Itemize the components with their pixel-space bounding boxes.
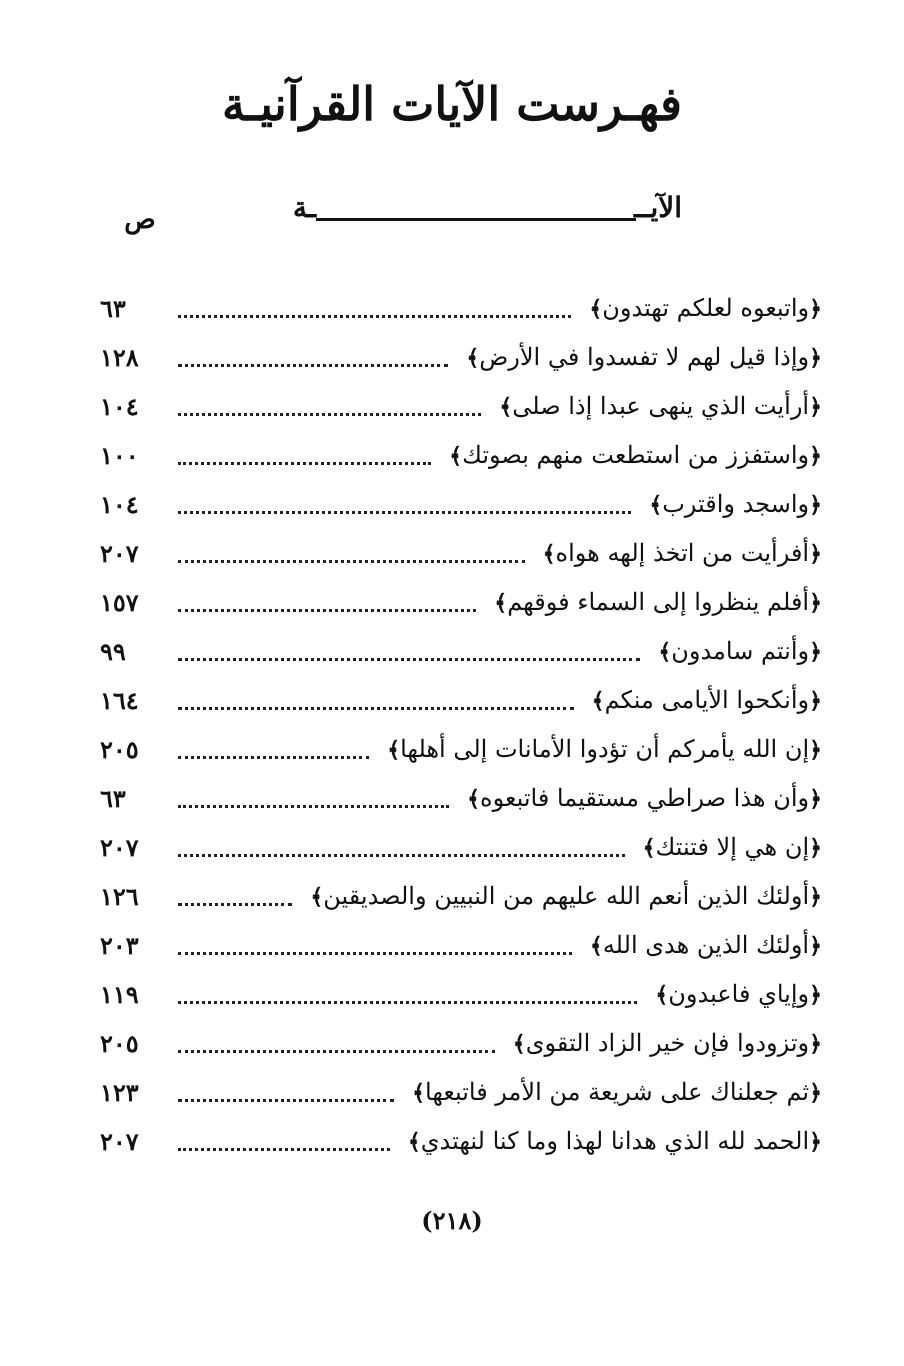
page-number: ١٠٤: [100, 391, 139, 421]
ornate-close-bracket: ﴾: [407, 1129, 421, 1155]
index-row: [100, 1117, 822, 1166]
page-number: ٢٠٧: [100, 1126, 139, 1156]
index-row: [100, 921, 822, 970]
dot-leader: [178, 1001, 637, 1004]
verse-entry: [535, 536, 822, 571]
verse-entry: [404, 1075, 822, 1110]
index-row: [100, 333, 822, 382]
dot-leader: [178, 315, 571, 318]
ornate-close-bracket: ﴾: [310, 884, 324, 910]
ornate-close-bracket: ﴾: [466, 345, 480, 371]
page-number: ١٠٤: [100, 489, 139, 519]
page-number: ١٠٠: [100, 440, 139, 470]
verse-entry: [581, 291, 822, 326]
ornate-open-bracket: ﴿: [809, 835, 822, 861]
page-number: ٢٠٣: [100, 930, 139, 960]
verse-text: إن الله يأمركم أن تؤدوا الأمانات إلى أهلها: [400, 735, 810, 763]
ornate-close-bracket: ﴾: [642, 835, 656, 861]
ornate-close-bracket: ﴾: [589, 933, 603, 959]
dot-leader: [178, 511, 631, 514]
ornate-open-bracket: ﴿: [809, 1031, 822, 1057]
ornate-open-bracket: ﴿: [809, 590, 822, 616]
page-title: فهـرست الآيات القرآنيـة: [222, 77, 682, 131]
verse-text: الحمد لله الذي هدانا لهذا وما كنا لنهتدي: [420, 1127, 810, 1155]
verse-text: واستفزز من استطعت منهم بصوتك: [462, 441, 810, 469]
page-number: ١٢٦: [100, 881, 139, 911]
dot-leader: [178, 1099, 394, 1102]
page-number: ٢٠٧: [100, 538, 139, 568]
dot-leader: [178, 805, 449, 808]
dot-leader: [178, 952, 572, 955]
page-number: ١١٩: [100, 979, 139, 1009]
dot-leader: [178, 609, 476, 612]
dot-leader: [178, 707, 574, 710]
ornate-open-bracket: ﴿: [809, 786, 822, 812]
ornate-open-bracket: ﴿: [809, 1080, 822, 1106]
dot-leader: [178, 560, 525, 563]
dot-leader: [178, 413, 481, 416]
dot-leader: [178, 903, 292, 906]
index-row: [100, 774, 822, 823]
page-number: ٦٣: [100, 783, 126, 813]
verse-text: أفلم ينظروا إلى السماء فوقهم: [507, 588, 810, 616]
ornate-open-bracket: ﴿: [809, 688, 822, 714]
index-row: [100, 970, 822, 1019]
page-number: ٢٠٥: [100, 734, 139, 764]
verse-text: واتبعوه لعلكم تهتدون: [602, 294, 810, 322]
ornate-close-bracket: ﴾: [449, 443, 463, 469]
verse-text: أولئك الذين أنعم الله عليهم من النبيين والصديقين: [323, 882, 810, 910]
ornate-close-bracket: ﴾: [499, 394, 513, 420]
ornate-open-bracket: ﴿: [809, 737, 822, 763]
verse-entry: [302, 879, 822, 914]
verse-text: وإذا قيل لهم لا تفسدوا في الأرض: [479, 343, 810, 371]
verse-column-header: [293, 188, 682, 228]
index-row: [100, 480, 822, 529]
verse-entry: [584, 683, 822, 718]
dot-leader: [178, 364, 448, 367]
dot-leader: [178, 658, 640, 661]
verse-text: وأنكحوا الأيامى منكم: [604, 686, 810, 714]
ornate-close-bracket: ﴾: [649, 492, 663, 518]
ornate-close-bracket: ﴾: [412, 1080, 425, 1106]
verse-text: إن هي إلا فتنتك: [655, 833, 810, 861]
page-number: ١٢٣: [100, 1077, 139, 1107]
ornate-close-bracket: ﴾: [467, 786, 481, 812]
dot-leader: [178, 854, 625, 857]
verse-entry: [505, 1026, 822, 1061]
page-number: ٦٣: [100, 293, 126, 323]
dot-leader: [178, 1148, 390, 1151]
ornate-close-bracket: ﴾: [591, 688, 605, 714]
verse-entry: [650, 634, 822, 669]
ornate-open-bracket: ﴿: [809, 982, 822, 1008]
index-row: [100, 872, 822, 921]
verse-entry: [647, 977, 822, 1012]
ornate-close-bracket: ﴾: [387, 737, 401, 763]
page-folio-number: (٢١٨): [421, 1206, 483, 1235]
ornate-open-bracket: ﴿: [809, 443, 822, 469]
verse-entry: [486, 585, 822, 620]
index-row: [100, 725, 822, 774]
dot-leader: [178, 462, 431, 465]
verse-column-label-tail: ـة: [292, 191, 317, 224]
ornate-open-bracket: ﴿: [809, 492, 822, 518]
index-row: [100, 823, 822, 872]
ornate-close-bracket: ﴾: [512, 1031, 526, 1057]
page-number: ٢٠٥: [100, 1028, 139, 1058]
page-column-header: ص: [124, 205, 156, 235]
page-number: ١٦٤: [100, 685, 139, 715]
page-number: ١٥٧: [100, 587, 139, 617]
verse-text: ثم جعلناك على شريعة من الأمر فاتبعها: [425, 1078, 810, 1106]
index-row: [100, 431, 822, 480]
ornate-close-bracket: ﴾: [542, 541, 556, 567]
page-number: ٢٠٧: [100, 832, 139, 862]
ornate-close-bracket: ﴾: [655, 982, 669, 1008]
verse-entry: [379, 732, 822, 767]
ornate-close-bracket: ﴾: [658, 639, 672, 665]
ornate-open-bracket: ﴿: [809, 541, 822, 567]
index-row: [100, 529, 822, 578]
ornate-open-bracket: ﴿: [809, 639, 822, 665]
page-number: ٩٩: [100, 636, 126, 666]
ornate-open-bracket: ﴿: [809, 345, 822, 371]
index-row: [100, 578, 822, 627]
ornate-close-bracket: ﴾: [494, 590, 508, 616]
verse-entry: [458, 340, 822, 375]
verse-text: أفرأيت من اتخذ إلهه هواه: [555, 539, 810, 567]
verse-entry: [635, 830, 822, 865]
verse-entry: [641, 487, 822, 522]
dot-leader: [178, 1050, 495, 1053]
verse-entry: [441, 438, 822, 473]
verse-entry: [400, 1124, 822, 1159]
dot-leader: [178, 756, 369, 759]
verse-text: وتزودوا فإن خير الزاد التقوى: [525, 1029, 810, 1057]
index-row: [100, 382, 822, 431]
verse-text: أرأيت الذي ينهى عبدا إذا صلى: [512, 392, 810, 420]
verse-column-label: الآيــ: [634, 191, 682, 224]
ornate-open-bracket: ﴿: [809, 394, 822, 420]
ornate-open-bracket: ﴿: [809, 296, 822, 322]
verse-text: واسجد واقترب: [662, 490, 810, 518]
verse-entry: [459, 781, 822, 816]
index-row: [100, 627, 822, 676]
ornate-open-bracket: ﴿: [809, 1129, 822, 1155]
ornate-open-bracket: ﴿: [809, 884, 822, 910]
index-row: [100, 284, 822, 333]
index-row: [100, 1068, 822, 1117]
verse-index-list: [100, 284, 822, 1166]
index-row: [100, 676, 822, 725]
verse-text: وإياي فاعبدون: [668, 980, 810, 1008]
ornate-open-bracket: ﴿: [809, 933, 822, 959]
verse-text: أولئك الذين هدى الله: [602, 931, 810, 959]
verse-entry: [491, 389, 822, 424]
page-number: ١٢٨: [100, 342, 139, 372]
verse-text: وأنتم سامدون: [671, 637, 810, 665]
index-row: [100, 1019, 822, 1068]
tatweel-rule: [316, 190, 636, 221]
verse-text: وأن هذا صراطي مستقيما فاتبعوه: [480, 784, 810, 812]
ornate-close-bracket: ﴾: [589, 296, 603, 322]
verse-entry: [582, 928, 822, 963]
